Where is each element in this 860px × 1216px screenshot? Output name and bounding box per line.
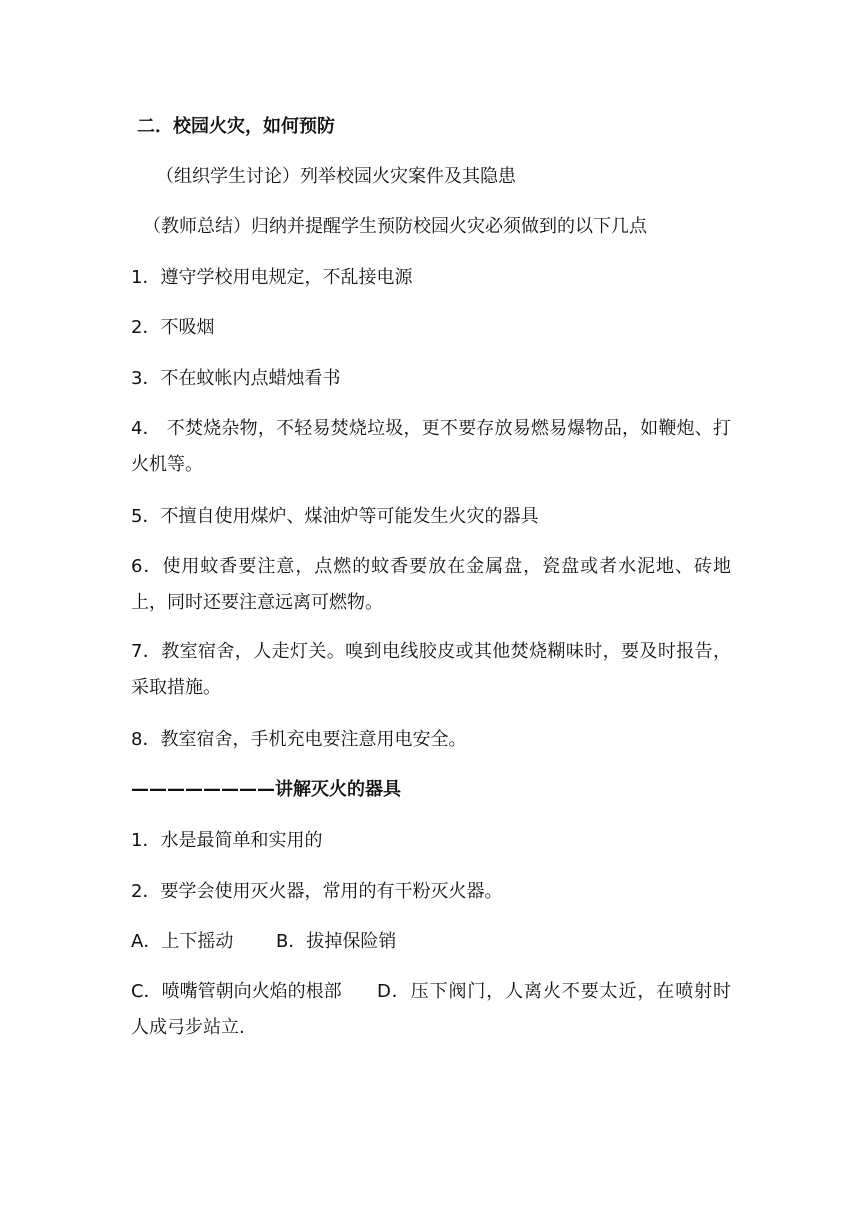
rule-item-1: 1．遵守学校用电规定，不乱接电源: [131, 267, 413, 288]
step-c: C．喷嘴管朝向火焰的根部: [131, 981, 342, 1002]
extinguisher-item-2: 2．要学会使用灭火器，常用的有干粉灭火器。: [131, 881, 503, 902]
rule-item-3: 3．不在蚊帐内点蜡烛看书: [131, 368, 341, 389]
rule-item-6: 6．使用蚊香要注意，点燃的蚊香要放在金属盘，瓷盘或者水泥地、砖地上，同时还要注意远离可燃物。: [131, 556, 731, 613]
extinguisher-item-1: 1．水是最简单和实用的: [131, 830, 323, 851]
rule-item-2: 2．不吸烟: [131, 317, 215, 338]
rule-item-4: 4． 不焚烧杂物，不轻易焚烧垃圾，更不要存放易燃易爆物品，如鞭炮、打火机等。: [131, 418, 731, 475]
step-a: A．上下摇动: [131, 931, 234, 952]
extinguisher-heading: ————————讲解灭火的器具: [131, 779, 401, 800]
step-d: D．压下阀门，人离火不要太近，在喷射时人成弓步站立.: [131, 981, 731, 1038]
rule-item-7: 7．教室宿舍，人走灯关。嗅到电线胶皮或其他焚烧糊味时，要及时报告，采取措施。: [131, 641, 731, 698]
rule-item-8: 8．教室宿舍，手机充电要注意用电安全。: [131, 729, 467, 750]
section-title: 二．校园火灾，如何预防: [137, 116, 335, 137]
step-b: B．拔掉保险销: [276, 931, 397, 952]
rule-item-5: 5．不擅自使用煤炉、煤油炉等可能发生火灾的器具: [131, 506, 539, 527]
summary-line: （教师总结）归纳并提醒学生预防校园火灾必须做到的以下几点: [143, 216, 647, 237]
discussion-line: （组织学生讨论）列举校园火灾案件及其隐患: [156, 166, 516, 187]
